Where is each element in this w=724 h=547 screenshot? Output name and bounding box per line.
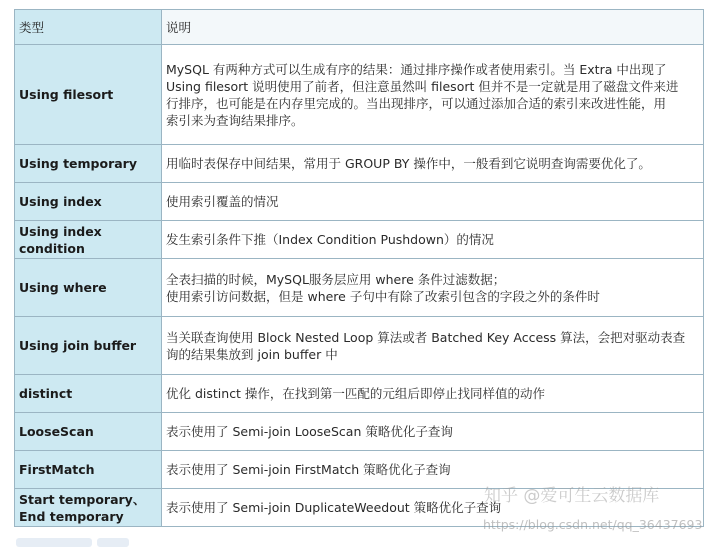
header-type: 类型 (15, 10, 162, 45)
table-row (15, 183, 704, 221)
row-desc-line: 索引来为查询结果排序。 (166, 112, 304, 128)
row-desc-line: 行排序，也可能是在内存里完成的。当出现排序，可以通过添加合适的索引来改进性能，用 (166, 95, 667, 111)
row-desc (162, 259, 704, 317)
footer-fragment (16, 538, 92, 547)
row-desc-line: 询的结果集放到 join buffer 中 (166, 346, 338, 362)
row-desc (162, 375, 704, 413)
row-desc-line: 使用索引访问数据，但是 where 子句中有除了改索引包含的字段之外的条件时 (166, 288, 600, 304)
row-desc (162, 221, 704, 259)
row-desc-line: 全表扫描的时候，MySQL服务层应用 where 条件过滤数据； (166, 271, 506, 287)
row-desc-line: 发生索引条件下推（Index Condition Pushdown）的情况 (166, 232, 494, 247)
row-key: Using where (15, 259, 162, 317)
table-row (15, 145, 704, 183)
watermark-brand: 知乎 @爱可生云数据库 (484, 486, 660, 506)
row-key: Start temporary、End temporary (15, 489, 162, 527)
extra-table-container (14, 9, 704, 527)
row-key: Using index condition (15, 221, 162, 259)
row-desc-line: 表示使用了 Semi-join DuplicateWeedout 策略优化子查询 (166, 500, 502, 515)
row-desc (162, 413, 704, 451)
table-header-row (15, 10, 704, 45)
row-desc-line: 使用索引覆盖的情况 (166, 194, 279, 209)
row-key: Using index (15, 183, 162, 221)
row-desc-line: MySQL 有两种方式可以生成有序的结果：通过排序操作或者使用索引。当 Extra 中出现了 (166, 61, 667, 77)
row-key: Using temporary (15, 145, 162, 183)
row-desc-line: Using filesort 说明使用了前者，但注意虽然叫 filesort 但并不是一定就是用了磁盘文件来进 (166, 78, 679, 94)
row-key: LooseScan (15, 413, 162, 451)
row-key: FirstMatch (15, 451, 162, 489)
row-key: Using join buffer (15, 317, 162, 375)
table-row (15, 413, 704, 451)
row-desc-line: 表示使用了 Semi-join LooseScan 策略优化子查询 (166, 424, 453, 439)
header-desc: 说明 (162, 10, 704, 45)
row-desc (162, 45, 704, 145)
row-key: distinct (15, 375, 162, 413)
table-row (15, 221, 704, 259)
row-desc (162, 183, 704, 221)
table-row (15, 259, 704, 317)
watermark-url: https://blog.csdn.net/qq_36437693 (483, 517, 703, 532)
table-row (15, 317, 704, 375)
footer-fragment (97, 538, 129, 547)
table-row (15, 375, 704, 413)
table-row (15, 45, 704, 145)
extra-info-table (14, 9, 704, 527)
row-desc-line: 表示使用了 Semi-join FirstMatch 策略优化子查询 (166, 462, 451, 477)
row-desc-line: 用临时表保存中间结果，常用于 GROUP BY 操作中，一般看到它说明查询需要优化了。 (166, 156, 651, 171)
row-desc-line: 优化 distinct 操作，在找到第一匹配的元组后即停止找同样值的动作 (166, 386, 545, 401)
row-desc (162, 317, 704, 375)
row-desc-line: 当关联查询使用 Block Nested Loop 算法或者 Batched Key Access 算法，会把对驱动表查 (166, 329, 686, 345)
row-key: Using filesort (15, 45, 162, 145)
row-desc (162, 145, 704, 183)
